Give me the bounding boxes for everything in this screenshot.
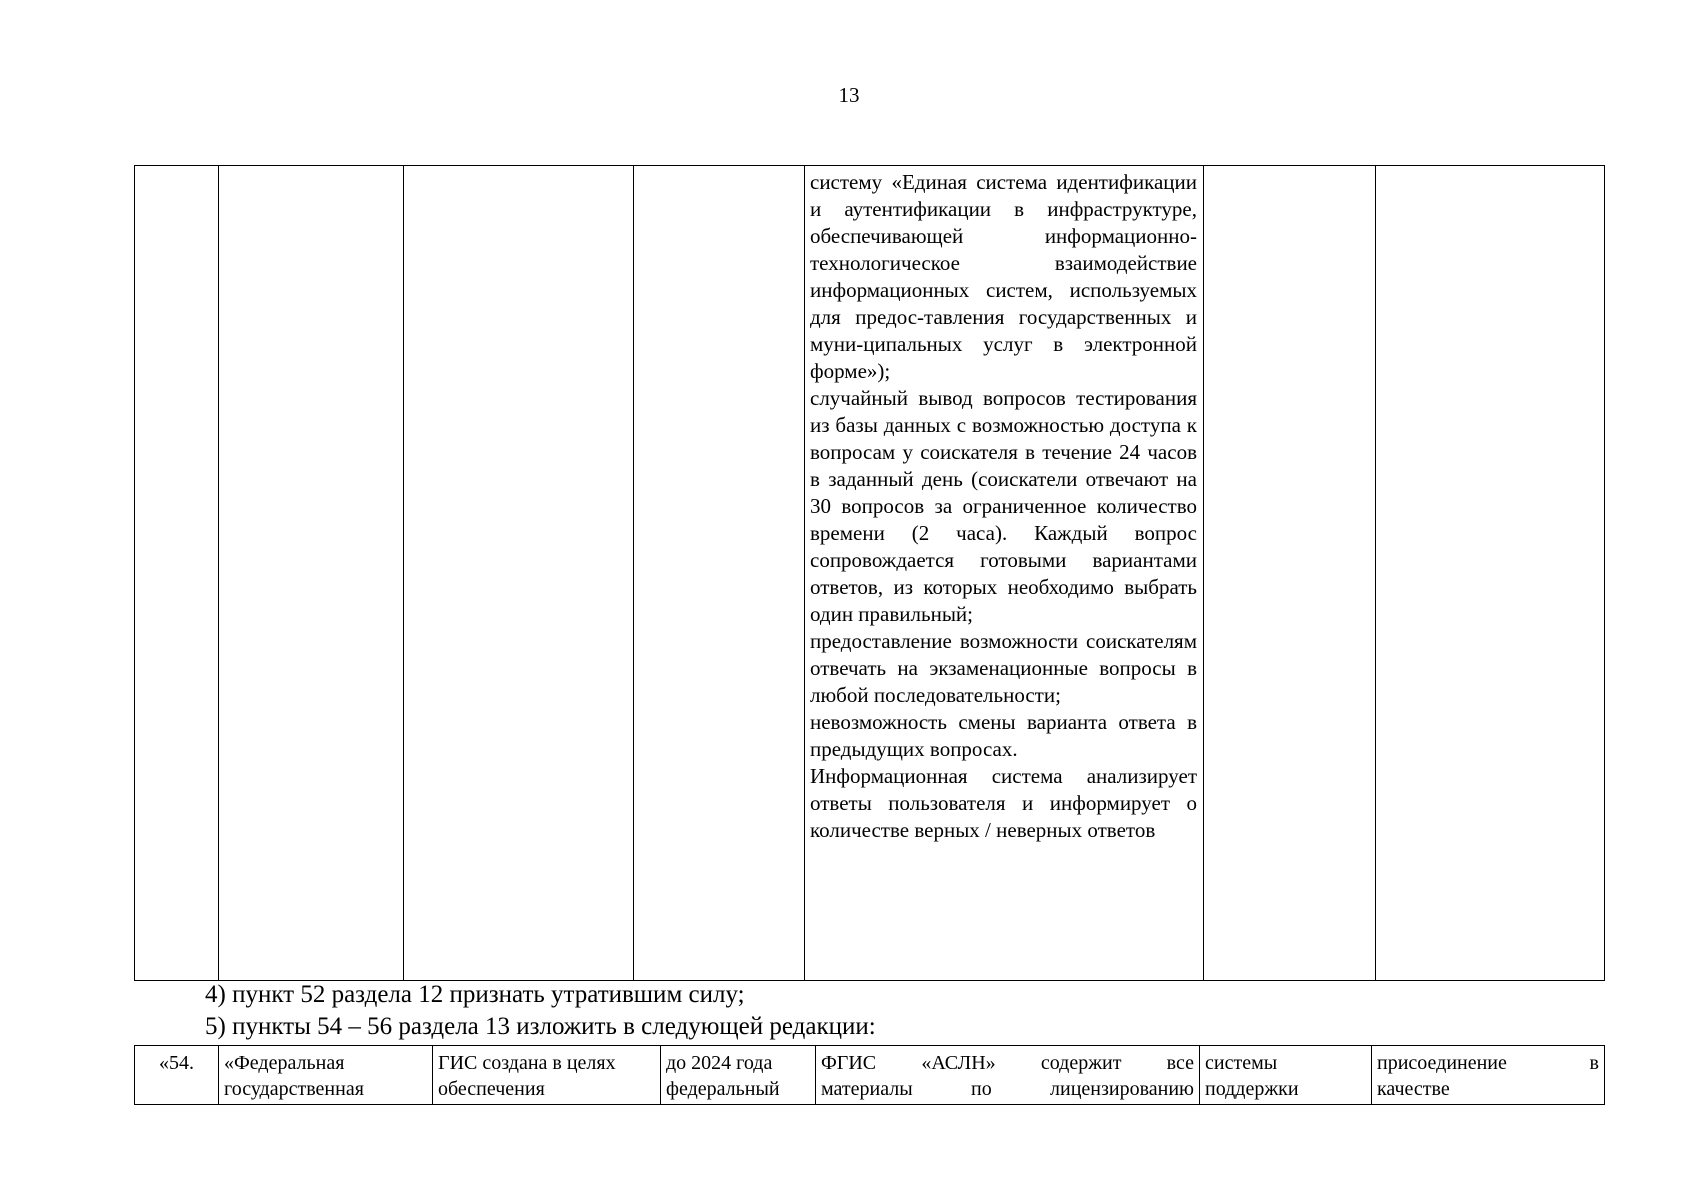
table-cell-col5 xyxy=(805,166,1204,981)
item-number: «54. xyxy=(159,1052,194,1074)
cell-paragraph-no-change: невозможность смены варианта ответа в предыдущих вопросах. xyxy=(810,710,1197,761)
cell-line: системы xyxy=(1205,1052,1278,1074)
cell-line: ФГИС «АСЛН» содержит все xyxy=(821,1052,1194,1074)
amendment-item-5: 5) пункты 54 – 56 раздела 13 изложить в следующей редакции: xyxy=(205,1013,876,1040)
section-13-table xyxy=(134,1045,1605,1105)
cell-line: обеспечения xyxy=(438,1078,545,1100)
cell-paragraph-any-order: предоставление возможности соискателям отвечать на экзаменационные вопросы в любой последовательности; xyxy=(810,629,1197,707)
table-row xyxy=(135,166,1605,981)
cell-line: присоединение в xyxy=(1377,1052,1599,1074)
table-cell-col7 xyxy=(1376,166,1605,981)
table-cell-description xyxy=(816,1046,1200,1105)
table-cell-col2 xyxy=(219,166,404,981)
page-number: 13 xyxy=(838,83,860,107)
amendment-item-4: 4) пункт 52 раздела 12 признать утратившим силу; xyxy=(205,981,745,1008)
table-cell-system-name xyxy=(219,1046,433,1105)
table-cell-item-number xyxy=(135,1046,219,1105)
cell-paragraph-random-questions: случайный вывод вопросов тестирования из базы данных с возможностью доступа к вопросам у соискателя в течение 24 часов в заданный день (соискатели отвечают на 30 вопросов за ограниченное количество времени (2 часа). Каждый вопрос сопровождается готовыми вариантами ответов, из которых необходимо выбрать один правильный; xyxy=(810,386,1197,626)
table-cell-deadline xyxy=(661,1046,816,1105)
table-cell-systems xyxy=(1200,1046,1372,1105)
cell-line: поддержки xyxy=(1205,1078,1299,1100)
table-cell-connection xyxy=(1372,1046,1605,1105)
table-cell-col3 xyxy=(404,166,634,981)
cell-line: ГИС создана в целях xyxy=(438,1052,616,1074)
cell-paragraph-analysis: Информационная система анализирует ответы пользователя и информирует о количестве верных / неверных ответов xyxy=(810,764,1197,842)
cell-line: до 2024 года xyxy=(666,1052,773,1074)
table-cell-purpose xyxy=(433,1046,661,1105)
table-row xyxy=(135,1046,1605,1105)
table-cell-col6 xyxy=(1204,166,1376,981)
requirements-table-continued xyxy=(134,165,1605,981)
cell-line: государственная xyxy=(224,1078,364,1100)
cell-line: федеральный xyxy=(666,1078,780,1100)
table-cell-col1 xyxy=(135,166,219,981)
cell-line: материалы по лицензированию xyxy=(821,1078,1194,1100)
cell-paragraph-esia: систему «Единая система идентификации и аутентификации в инфраструктуре, обеспечивающей информационно-технологическое взаимодействие информационных систем, используемых для предос-тавления государственных и муни-ципальных услуг в электронной форме»); xyxy=(810,170,1197,383)
cell-line: «Федеральная xyxy=(224,1052,345,1074)
cell-line: качестве xyxy=(1377,1078,1450,1100)
table-cell-col4 xyxy=(634,166,805,981)
